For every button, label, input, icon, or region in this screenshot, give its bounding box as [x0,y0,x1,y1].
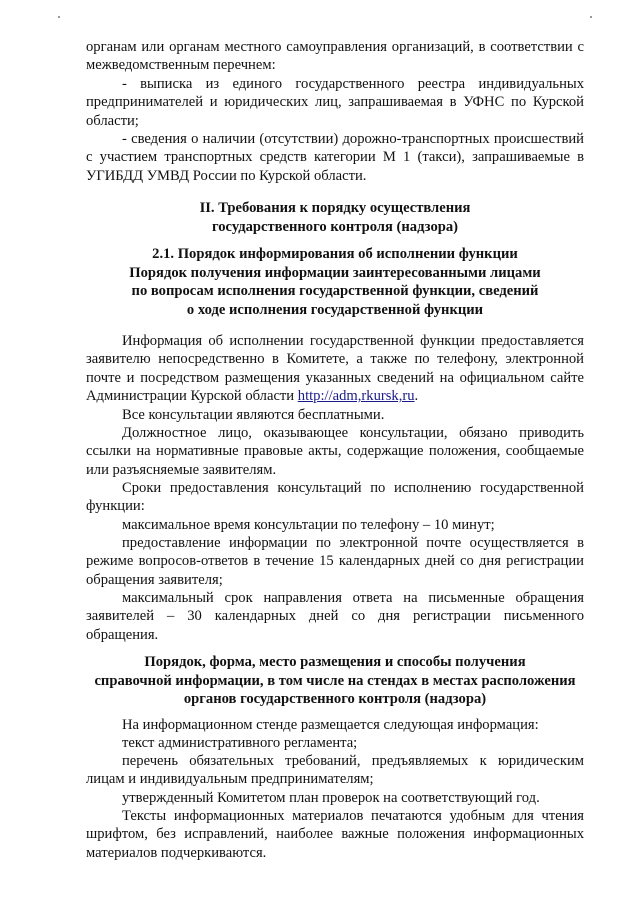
intro-continuation: органам или органам местного самоуправления организаций, в соответствии с межведомственным перечнем: [86,39,584,74]
phone-time-paragraph: максимальное время консультации по телефону – 10 минут; [122,517,495,533]
heading-line: органов государственного контроля (надзора) [183,691,487,708]
stand-intro-paragraph: На информационном стенде размещается следующая информация: [122,717,539,733]
heading-line: о ходе исполнения государственной функции [186,301,484,318]
section-heading [86,199,584,236]
written-paragraph: максимальный срок направления ответа на письменные обращения заявителей – 30 календарных дней со дня регистрации письменного обращения. [86,590,584,643]
stand-item: перечень обязательных требований, предъявляемых к юридическим лицам и индивидуальным предпринимателям; [86,753,584,788]
heading-line: по вопросам исполнения государственной функции, сведений [131,283,539,300]
info-paragraph [86,332,584,406]
heading-line: государственного контроля (надзора) [211,218,459,235]
info-end: . [414,388,419,405]
official-paragraph: Должностное лицо, оказывающее консультации, обязано приводить ссылки на нормативные правовые акты, содержащие положения, сообщаемые или разъясняемые заявителям. [86,425,584,478]
heading-line: Порядок, форма, место размещения и способы получения [144,654,526,670]
website-link[interactable]: http://adm,rkursk,ru [297,388,415,405]
free-consult-paragraph: Все консультации являются бесплатными. [122,407,385,423]
list-item: - сведения о наличии (отсутствии) дорожно-транспортных происшествий с участием транспортных средств категории М 1 (такси), запрашиваемые в УГИБДД УМВД России по Курской области. [86,131,584,184]
stand-item: утвержденный Комитетом план проверок на соответствующий год. [122,790,540,806]
heading-line: Порядок получения информации заинтересованными лицами [129,264,541,281]
terms-paragraph: Сроки предоставления консультаций по исполнению государственной функции: [86,480,584,515]
heading-line: 2.1. Порядок информирования об исполнении функции [152,246,518,262]
email-paragraph: предоставление информации по электронной почте осуществляется в режиме вопросов-ответов в течение 15 календарных дней со дня регистрации обращения заявителя; [86,535,584,588]
scan-mark [590,16,592,18]
heading-line: II. Требования к порядку осуществления [199,200,471,216]
info-text: Информация об исполнении государственной функции предоставляется заявителю непосредственно в Комитете, а также по телефону, электронной почте и посредством размещения указанных сведений на официальном сайте Администрации Курской области [86,333,584,405]
stand-item: текст административного регламента; [122,735,358,751]
reference-heading [86,653,584,709]
texts-paragraph: Тексты информационных материалов печатаются удобным для чтения шрифтом, без исправлений, наиболее важные положения информационных материалов подчеркиваются. [86,808,584,861]
scan-mark [58,16,60,18]
subsection-heading [86,245,584,319]
heading-line: справочной информации, в том числе на стендах в местах расположения [94,672,576,689]
list-item: - выписка из единого государственного реестра индивидуальных предпринимателей и юридических лиц, запрашиваемая в УФНС по Курской области; [86,76,584,129]
